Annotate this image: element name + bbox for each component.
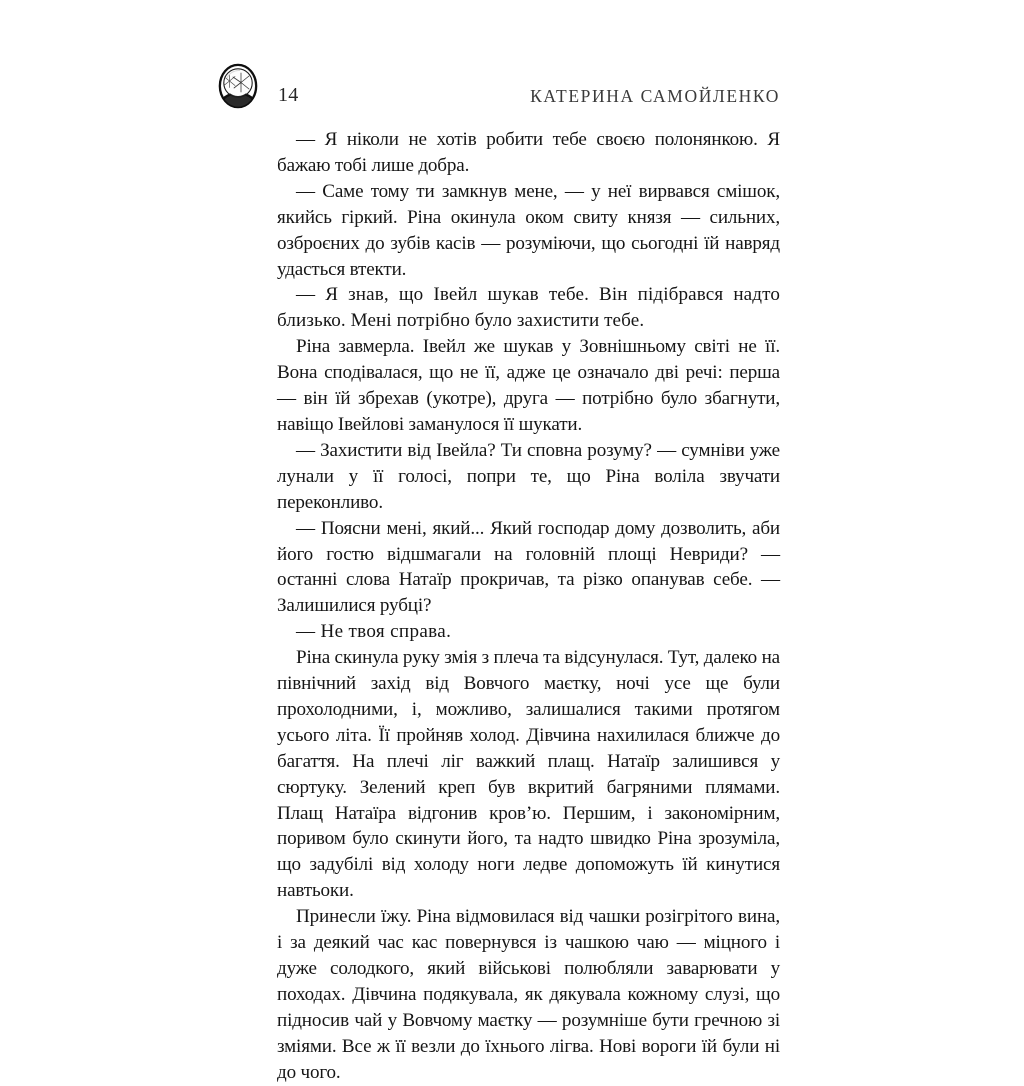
body-text-column <box>277 127 780 1086</box>
page-number: 14 <box>278 84 299 106</box>
crystal-ball-moon-emblem-icon <box>216 62 260 112</box>
paragraph: Ріна скинула руку змія з плеча та відсунулася. Тут, далеко на північний захід від Вовчого маєтку, ночі усе ще були прохолодними, і, можливо, залишалися такими протягом усього літа. Її пройняв холод. Дівчина нахилилася ближче до багаття. На плечі ліг важкий плащ. Натаїр залишився у сюртуку. Зелений креп був вкритий багряними плямами. Плащ Натаїра відгонив кров’ю. Першим, і закономірним, поривом було скинути його, та надто швидко Ріна зрозуміла, що задубілі від холоду ноги ледве допоможуть їй кинутися навтьоки. <box>277 647 780 902</box>
paragraph: — Захистити від Івейла? Ти сповна розуму? — сумніви уже лунали у її голосі, попри те, що Ріна воліла звучати переконливо. <box>277 439 780 513</box>
paragraph: — Я знав, що Івейл шукав тебе. Він підібрався надто близько. Мені потрібно було захистити тебе. <box>277 284 780 332</box>
paragraph: — Не твоя справа. <box>296 621 452 643</box>
running-head-title: КАТЕРИНА САМОЙЛЕНКО <box>530 86 780 106</box>
running-head <box>216 62 780 120</box>
paragraph: Ріна завмерла. Івейл же шукав у Зовнішньому світі не її. Вона сподівалася, що не її, адже це означало дві речі: перша — він їй збрехав (укотре), друга — потрібно було збагнути, навіщо Івейлові заманулося її шукати. <box>277 336 780 435</box>
paragraph: — Саме тому ти замкнув мене, — у неї вирвався смішок, якийсь гіркий. Ріна окинула оком свиту князя — сильних, озброєних до зубів касів — розуміючи, що сьогодні їй навряд удасться втекти. <box>277 180 780 280</box>
paragraph: Принесли їжу. Ріна відмовилася від чашки розігрітого вина, і за деякий час кас повернувся із чашкою чаю — міцного і дуже солодкого, який військові полюбляли заварювати у походах. Дівчина подякувала, як дякувала кожному слузі, що підносив чай у Вовчому маєтку — розумніше бути гречною зі зміями. Все ж її везли до їхнього лігва. Нові вороги їй були ні до чого. <box>277 906 780 1083</box>
paragraph: — Я ніколи не хотів робити тебе своєю полонянкою. Я бажаю тобі лише добра. <box>277 129 780 176</box>
paragraph: — Поясни мені, який... Який господар дому дозволить, аби його гостю відшмагали на головній площі Невриди? — останні слова Натаїр прокричав, та різко опанував себе. — Залишилися рубці? <box>277 517 780 617</box>
